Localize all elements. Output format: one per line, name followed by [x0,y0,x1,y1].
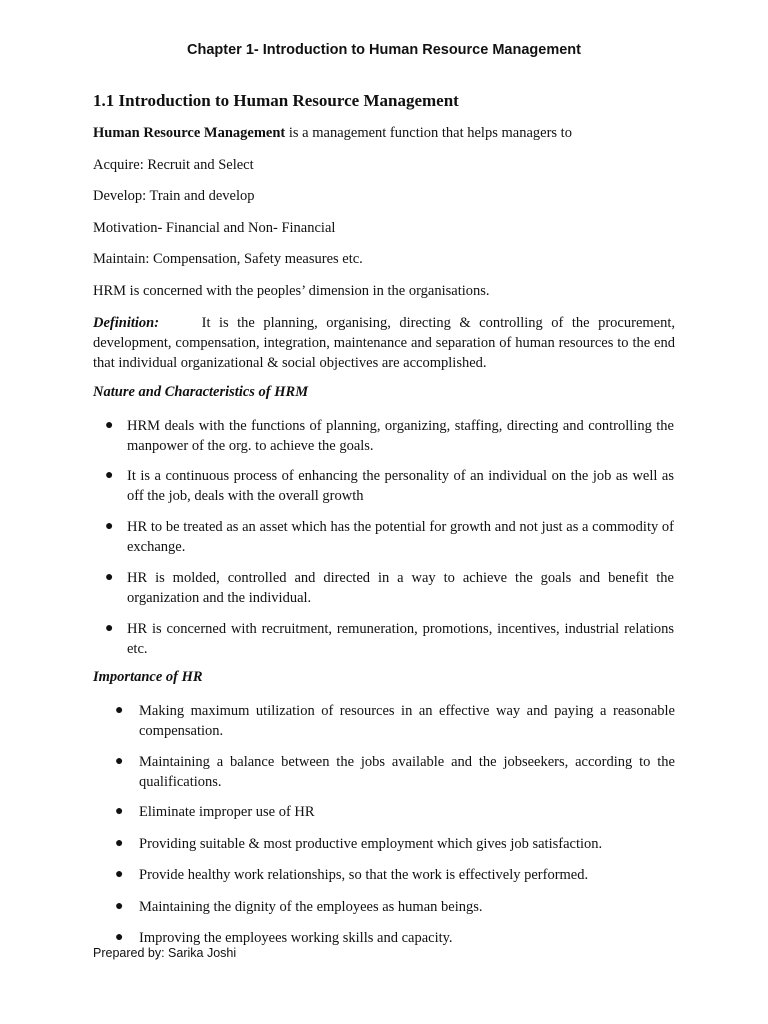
bullet-icon: ● [105,418,114,433]
importance-list-item [115,834,675,854]
bullet-icon: ● [115,899,124,914]
nature-list-item [105,568,675,608]
concern-statement: HRM is concerned with the peoples’ dimension in the organisations. [93,283,490,299]
importance-list-item [115,897,675,917]
importance-item-text: Providing suitable & most productive employment which gives job satisfaction. [139,836,603,852]
nature-item-text: HR is molded, controlled and directed in a way to achieve the goals and benefit the organization and the individual. [127,570,674,606]
bullet-icon: ● [115,804,124,819]
importance-item-text: Provide healthy work relationships, so that the work is effectively performed. [139,867,589,883]
footer-prepared-by: Prepared by: Sarika Joshi [93,946,237,960]
importance-list-item [115,752,675,792]
definition-term: Definition: [93,315,160,331]
bullet-icon: ● [105,621,114,636]
nature-list-item [105,416,675,456]
importance-list-item [115,928,675,948]
intro-text: is a management function that helps managers to [285,125,572,141]
bullet-icon: ● [115,867,124,882]
intro-bold-term: Human Resource Management [93,125,286,141]
importance-list-item [115,701,675,741]
importance-item-text: Eliminate improper use of HR [139,804,315,820]
section-title: 1.1 Introduction to Human Resource Management [93,91,459,110]
bullet-icon: ● [115,836,124,851]
function-acquire: Acquire: Recruit and Select [93,157,254,173]
intro-paragraph [93,125,572,142]
importance-item-text: Improving the employees working skills and capacity. [139,930,453,946]
bullet-icon: ● [105,570,114,585]
chapter-title: Chapter 1- Introduction to Human Resource Management [187,42,581,58]
bullet-icon: ● [105,468,114,483]
nature-item-text: HR is concerned with recruitment, remuneration, promotions, incentives, industrial relations etc. [127,621,674,657]
bullet-icon: ● [115,754,124,769]
nature-list-item [105,619,675,659]
importance-list-item [115,802,675,822]
importance-item-text: Maintaining a balance between the jobs available and the jobseekers, according to the qualifications. [139,754,675,790]
importance-list-item [115,865,675,885]
bullet-icon: ● [115,703,124,718]
nature-list-item [105,466,675,506]
bullet-icon: ● [105,519,114,534]
importance-item-text: Maintaining the dignity of the employees as human beings. [139,899,483,915]
definition-paragraph [93,313,675,373]
function-develop: Develop: Train and develop [93,188,255,204]
nature-item-text: It is a continuous process of enhancing the personality of an individual on the job as well as off the job, deals with the overall growth [127,468,674,504]
nature-item-text: HRM deals with the functions of planning, organizing, staffing, directing and controlling the manpower of the org. to achieve the goals. [127,418,674,454]
importance-item-text: Making maximum utilization of resources in an effective way and paying a reasonable compensation. [139,703,675,739]
definition-text: It is the planning, organising, directing & controlling of the procurement, development, compensation, integration, maintenance and separation of human resources to the end that individual organizational & social objectives are accomplished. [93,315,676,371]
function-motivation: Motivation- Financial and Non- Financial [93,220,336,236]
nature-item-text: HR to be treated as an asset which has the potential for growth and not just as a commodity of exchange. [127,519,674,555]
importance-heading: Importance of HR [93,669,203,685]
nature-list-item [105,517,675,557]
bullet-icon: ● [115,930,124,945]
nature-heading: Nature and Characteristics of HRM [93,384,309,400]
function-maintain: Maintain: Compensation, Safety measures etc. [93,251,363,267]
